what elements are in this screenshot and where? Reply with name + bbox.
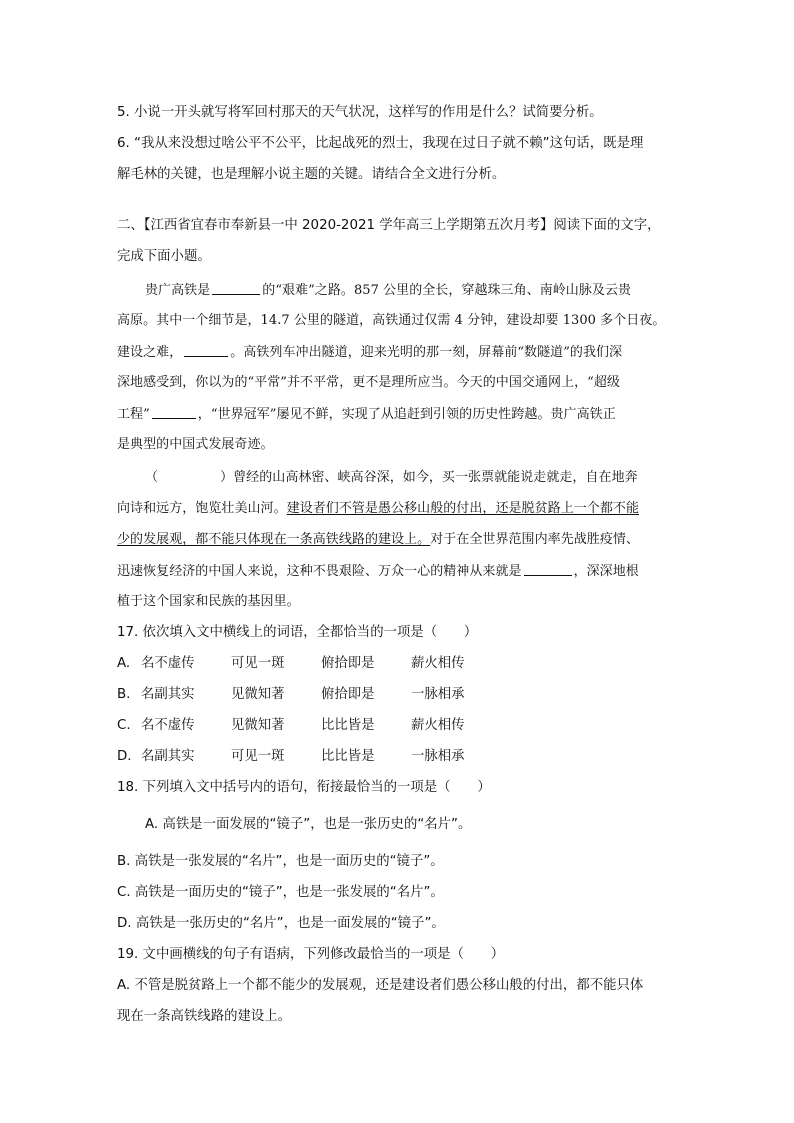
passage-text: 的“艰难”之路。857 公里的全长，穿越珠三角、南岭山脉及云贵: [262, 283, 632, 298]
passage-p2-line-4: [117, 562, 677, 581]
option-word-1: 名副其实: [141, 687, 195, 702]
passage-p1-line-5: [117, 405, 677, 424]
fill-blank-3: [152, 405, 196, 419]
q18-option-d[interactable]: D. 高铁是一张历史的“名片”，也是一面发展的“镜子”。: [117, 916, 445, 931]
option-label: C.: [117, 718, 131, 733]
option-word-4: 薪火相传: [411, 656, 465, 671]
passage-text: 迅速恢复经济的中国人来说，这种不畏艰险、万众一心的精神从来就是: [117, 564, 522, 579]
question-6-line-2: 解毛林的关键，也是理解小说主题的关键。请结合全文进行分析。: [117, 167, 506, 182]
q18-option-a[interactable]: A. 高铁是一面发展的“镜子”，也是一张历史的“名片”。: [145, 817, 472, 832]
passage-text: 建设之难，: [117, 345, 183, 360]
option-word-1: 名副其实: [141, 749, 195, 764]
q17-option-d[interactable]: [117, 748, 465, 766]
option-word-3: 俯拾即是: [321, 687, 375, 702]
option-word-2: 见微知著: [231, 687, 285, 702]
option-word-3: 俯拾即是: [321, 656, 375, 671]
passage-text: 向诗和远方，饱览壮美山河。: [117, 501, 287, 516]
passage-p1-line-4: 深地感受到，你以为的“平常”并不平常，更不是理所应当。今天的中国交通网上，“超级: [117, 375, 620, 390]
section-heading-line-1: 二、【江西省宜春市奉新县一中 2020-2021 学年高三上学期第五次月考】阅读下面的文字，: [117, 218, 661, 233]
underlined-sentence-part-2: 少的发展观，都不能只体现在一条高铁线路的建设上。: [117, 532, 431, 547]
passage-p2-line-3: [117, 531, 677, 549]
paren-open: （: [145, 470, 159, 485]
option-label: A.: [117, 656, 131, 671]
passage-text: 对于在全世界范围内率先战胜疫情、: [430, 532, 640, 547]
question-6-line-1: 6. “我从来没想过啥公平不公平，比起战死的烈士，我现在过日子就不赖”这句话，既是理: [117, 136, 644, 151]
question-5: 5. 小说一开头就写将军回村那天的天气状况，这样写的作用是什么？试简要分析。: [117, 105, 603, 120]
underlined-sentence-part-1: 建设者们不管是愚公移山般的付出，还是脱贫路上一个都不能: [286, 501, 640, 516]
passage-text: 工程”: [117, 407, 150, 422]
q18-option-b[interactable]: B. 高铁是一张发展的“名片”，也是一面历史的“镜子”。: [117, 854, 444, 869]
fill-blank-1: [212, 281, 260, 295]
option-label: D.: [117, 749, 132, 764]
option-word-4: 薪火相传: [411, 718, 465, 733]
q17-option-b[interactable]: [117, 686, 465, 704]
fill-blank-2: [184, 343, 228, 357]
passage-text: ，“世界冠军”屡见不鲜，实现了从追赶到引领的历史性跨越。贵广高铁正: [197, 407, 616, 422]
question-18-stem: 18. 下列填入文中括号内的语句，衔接最恰当的一项是（ ）: [117, 780, 491, 795]
passage-p1-line-2: 高原。其中一个细节是，14.7 公里的隧道，高铁通过仅需 4 分钟，建设却要 1300 多个日夜。: [117, 313, 666, 328]
option-word-4: 一脉相承: [411, 687, 465, 702]
option-word-1: 名不虚传: [141, 718, 195, 733]
option-word-2: 可见一斑: [231, 656, 285, 671]
option-word-2: 可见一斑: [231, 749, 285, 764]
option-word-3: 比比皆是: [321, 749, 375, 764]
q18-option-c[interactable]: C. 高铁是一面历史的“镜子”，也是一张发展的“名片”。: [117, 885, 444, 900]
q19-option-a-line-1[interactable]: A. 不管是脱贫路上一个都不能少的发展观，还是建设者们愚公移山般的付出，都不能只体: [117, 978, 644, 993]
q17-option-c[interactable]: [117, 717, 465, 735]
section-heading-line-2: 完成下面小题。: [117, 249, 211, 264]
passage-p1-line-1: [145, 281, 705, 300]
q17-option-a[interactable]: [117, 655, 465, 673]
option-word-4: 一脉相承: [411, 749, 465, 764]
option-word-1: 名不虚传: [141, 656, 195, 671]
q19-option-a-line-2[interactable]: 现在一条高铁线路的建设上。: [117, 1009, 292, 1024]
option-word-3: 比比皆是: [321, 718, 375, 733]
passage-p2-line-2: [117, 500, 677, 518]
passage-p2-line-5: 植于这个国家和民族的基因里。: [117, 594, 300, 609]
passage-text: 曾经的山高林密、峡高谷深，如今，买一张票就能说走就走，自在地奔: [233, 470, 638, 485]
option-label: B.: [117, 687, 131, 702]
paren-close: ）: [220, 470, 234, 485]
fill-blank-4: [524, 562, 572, 576]
passage-p1-line-3: [117, 343, 677, 362]
passage-text: ，深深地根: [573, 564, 639, 579]
passage-p2-line-1: [145, 469, 705, 487]
option-word-2: 见微知著: [231, 718, 285, 733]
passage-text: 贵广高铁是: [145, 283, 211, 298]
question-17-stem: 17. 依次填入文中横线上的词语，全都恰当的一项是（ ）: [117, 625, 478, 640]
passage-p1-line-6: 是典型的中国式发展奇迹。: [117, 437, 274, 452]
question-19-stem: 19. 文中画横线的句子有语病，下列修改最恰当的一项是（ ）: [117, 947, 505, 962]
passage-text: 。高铁列车冲出隧道，迎来光明的那一刻，屏幕前“数隧道”的我们深: [230, 345, 623, 360]
